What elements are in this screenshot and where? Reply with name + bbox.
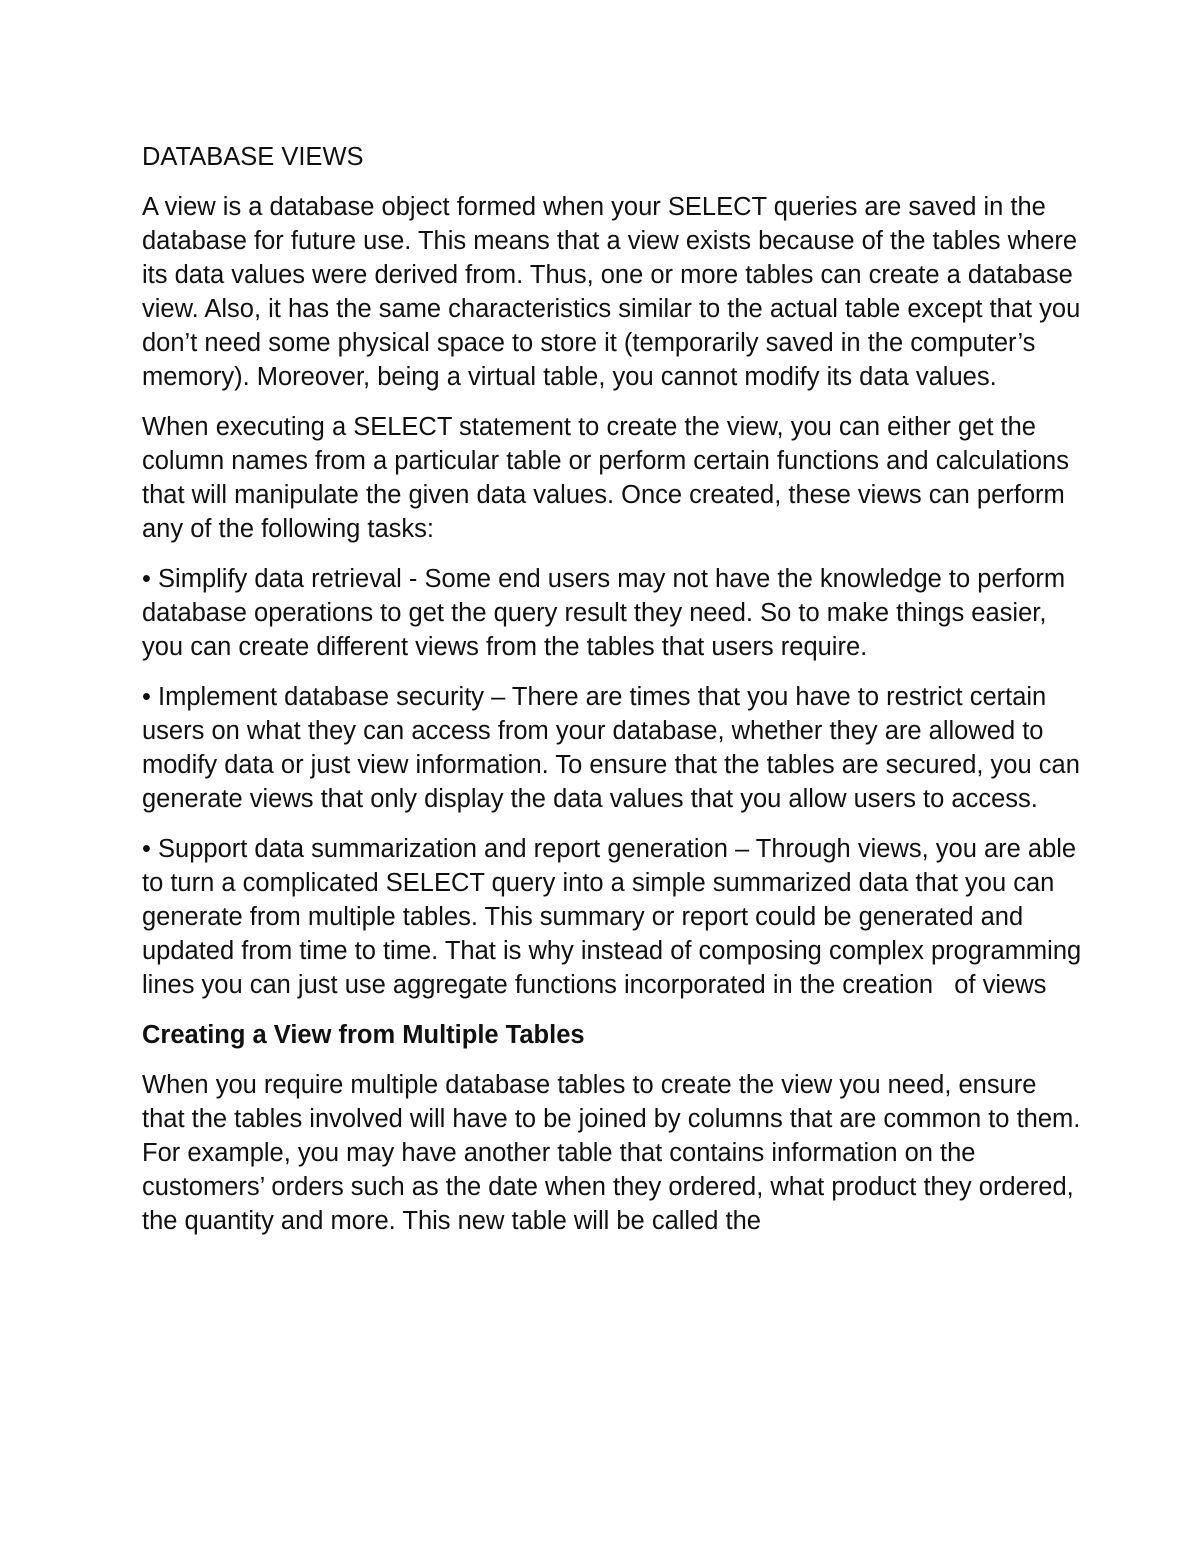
bullet-icon: • (142, 565, 151, 593)
document-title: DATABASE VIEWS (142, 143, 364, 171)
bullet-text: Support data summarization and report generation – Through views, you are able to turn a complicated SELECT query into a simple summarized data that you can generate from multiple tables. This summary or report could be generated and updated from time to time. That is why instead of composing complex programming lines you can just use aggregate functions incorporated in the creation of views (142, 835, 1089, 999)
bullet-icon: • (142, 683, 151, 711)
bullet-item-implement-database-security (142, 680, 1082, 816)
document-page (142, 140, 1089, 1254)
intro-paragraph-1: A view is a database object formed when your SELECT queries are saved in the database for future use. This means that a view exists because of the tables where its data values were derived from. Thus, one or more tables can create a database view. Also, it has the same characteristics similar to the actual table except that you don’t need some physical space to store it (temporarily saved in the computer’s memory). Moreover, being a virtual table, you cannot modify its data values. (142, 193, 1081, 391)
bullet-text: Implement database security – There are times that you have to restrict certain users on what they can access from your database, whether they are allowed to modify data or just view information. To ensure that the tables are secured, you can generate views that only display the data values that you allow users to access. (142, 683, 1080, 813)
bullet-item-support-data-summarization (142, 832, 1089, 1002)
intro-paragraph-2: When executing a SELECT statement to create the view, you can either get the column names from a particular table or perform certain functions and calculations that will manipulate the given data values. Once created, these views can perform any of the following tasks: (142, 413, 1069, 543)
task-bullet-list (142, 562, 1089, 1002)
section-paragraph: When you require multiple database tables to create the view you need, ensure that the tables involved will have to be joined by columns that are common to them. For example, you may have another table that contains information on the customers’ orders such as the date when they ordered, what product they ordered, the quantity and more. This new table will be called the (142, 1071, 1081, 1235)
section-heading: Creating a View from Multiple Tables (142, 1021, 585, 1049)
bullet-text: Simplify data retrieval - Some end users may not have the knowledge to perform database operations to get the query result they need. So to make things easier, you can create different views from the tables that users require. (142, 565, 1066, 661)
bullet-icon: • (142, 835, 151, 863)
bullet-item-simplify-data-retrieval (142, 562, 1082, 664)
